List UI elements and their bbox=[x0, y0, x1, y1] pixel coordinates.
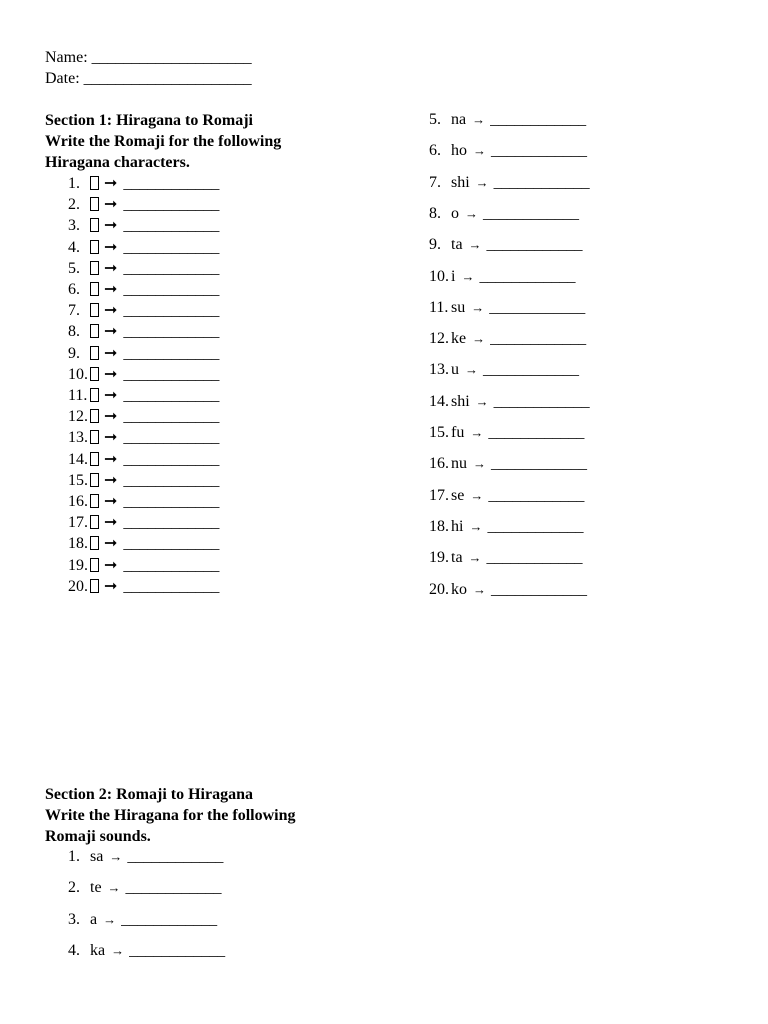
answer-blank[interactable]: ____________ bbox=[123, 323, 220, 341]
arrow-icon: ➞ bbox=[104, 471, 118, 489]
item-number: 2. bbox=[68, 196, 80, 214]
section1-item bbox=[68, 533, 219, 554]
item-number: 8. bbox=[429, 204, 441, 222]
romaji-text: ho bbox=[451, 142, 467, 160]
missing-glyph-box-icon bbox=[90, 261, 99, 275]
item-number: 10. bbox=[429, 267, 449, 285]
section1-item bbox=[68, 555, 219, 576]
arrow-icon: ➞ bbox=[104, 556, 118, 574]
right-item bbox=[429, 391, 590, 412]
right-item bbox=[429, 453, 587, 474]
answer-blank[interactable]: ____________ bbox=[123, 217, 220, 235]
romaji-text: shi bbox=[451, 392, 470, 410]
answer-blank[interactable]: ____________ bbox=[487, 517, 584, 535]
answer-blank[interactable]: ____________ bbox=[123, 302, 220, 320]
arrow-icon: ➞ bbox=[104, 450, 118, 468]
missing-glyph-box-icon bbox=[90, 176, 99, 190]
answer-blank[interactable]: ____________ bbox=[123, 577, 220, 595]
item-number: 13. bbox=[429, 361, 449, 379]
item-number: 20. bbox=[68, 577, 88, 595]
answer-blank[interactable]: ____________ bbox=[123, 259, 220, 277]
arrow-icon: → bbox=[472, 112, 486, 127]
arrow-icon: → bbox=[470, 487, 484, 503]
item-number: 15. bbox=[68, 471, 88, 489]
right-item bbox=[429, 547, 583, 568]
answer-blank[interactable]: ____________ bbox=[121, 910, 218, 928]
arrow-icon: → bbox=[471, 299, 485, 315]
right-item bbox=[429, 328, 586, 349]
section1-item bbox=[68, 427, 219, 448]
item-number: 20. bbox=[429, 580, 449, 598]
section2-item bbox=[68, 909, 217, 930]
arrow-icon: → bbox=[468, 550, 482, 566]
arrow-icon: ➞ bbox=[104, 365, 118, 383]
right-item bbox=[429, 172, 590, 193]
arrow-icon: → bbox=[473, 581, 486, 597]
answer-blank[interactable]: ____________ bbox=[123, 556, 220, 574]
item-number: 1. bbox=[68, 175, 80, 192]
section1-item bbox=[68, 237, 219, 258]
missing-glyph-box-icon bbox=[90, 494, 99, 508]
answer-blank[interactable]: ____________ bbox=[486, 236, 583, 254]
answer-blank[interactable]: ____________ bbox=[493, 173, 590, 191]
item-number: 5. bbox=[429, 111, 441, 128]
romaji-text: u bbox=[451, 361, 459, 379]
arrow-icon: ➞ bbox=[104, 323, 118, 341]
right-item bbox=[429, 516, 583, 537]
missing-glyph-box-icon bbox=[90, 515, 99, 529]
item-number: 19. bbox=[68, 556, 88, 574]
arrow-icon: → bbox=[107, 880, 121, 896]
item-number: 13. bbox=[68, 429, 88, 447]
answer-blank[interactable]: ____________ bbox=[479, 267, 576, 285]
romaji-text: ka bbox=[90, 941, 106, 959]
answer-blank[interactable]: ____________ bbox=[483, 361, 579, 379]
arrow-icon: → bbox=[461, 268, 475, 284]
section2-item bbox=[68, 877, 222, 898]
arrow-icon: → bbox=[473, 143, 486, 159]
arrow-icon: ➞ bbox=[104, 514, 118, 532]
missing-glyph-box-icon bbox=[90, 579, 99, 593]
missing-glyph-box-icon bbox=[90, 282, 99, 296]
romaji-text: fu bbox=[451, 424, 465, 441]
answer-blank[interactable]: ____________ bbox=[123, 238, 220, 256]
arrow-icon: → bbox=[465, 362, 478, 378]
section1-heading bbox=[45, 110, 281, 173]
answer-blank[interactable]: ____________ bbox=[123, 429, 220, 447]
answer-blank[interactable]: ____________ bbox=[493, 392, 590, 410]
item-number: 7. bbox=[68, 302, 80, 320]
answer-blank[interactable]: ____________ bbox=[123, 514, 220, 532]
arrow-icon: ➞ bbox=[104, 238, 118, 256]
section1-item bbox=[68, 364, 219, 385]
answer-blank[interactable]: ____________ bbox=[123, 196, 220, 214]
section1-item bbox=[68, 343, 219, 364]
arrow-icon: ➞ bbox=[104, 259, 118, 277]
answer-blank[interactable]: ____________ bbox=[123, 344, 220, 362]
answer-blank[interactable]: ____________ bbox=[486, 549, 583, 567]
item-number: 6. bbox=[68, 281, 80, 298]
item-number: 8. bbox=[68, 323, 80, 341]
romaji-text: shi bbox=[451, 173, 470, 191]
item-number: 3. bbox=[68, 217, 80, 235]
right-item bbox=[429, 203, 579, 224]
section1-item bbox=[68, 173, 219, 194]
romaji-text: i bbox=[451, 267, 456, 285]
item-number: 1. bbox=[68, 848, 80, 865]
arrow-icon: → bbox=[470, 425, 484, 440]
section2-item bbox=[68, 940, 225, 961]
section1-item bbox=[68, 491, 219, 512]
section1-item bbox=[68, 321, 219, 342]
section1-item bbox=[68, 406, 219, 427]
item-number: 19. bbox=[429, 549, 449, 567]
item-number: 4. bbox=[68, 238, 80, 256]
answer-blank[interactable]: ____________ bbox=[489, 298, 586, 316]
answer-blank[interactable]: ____________ bbox=[123, 175, 220, 192]
answer-blank[interactable]: ____________ bbox=[123, 535, 220, 553]
right-item bbox=[429, 579, 587, 600]
section1-item bbox=[68, 258, 219, 279]
arrow-icon: ➞ bbox=[104, 429, 118, 447]
section1-item bbox=[68, 385, 219, 406]
arrow-icon: ➞ bbox=[104, 302, 118, 320]
answer-blank[interactable]: ____________ bbox=[125, 879, 222, 897]
missing-glyph-box-icon bbox=[90, 452, 99, 466]
right-item bbox=[429, 109, 586, 130]
answer-blank[interactable]: ____________ bbox=[123, 471, 220, 489]
right-item bbox=[429, 422, 584, 443]
romaji-text: a bbox=[90, 910, 98, 928]
item-number: 14. bbox=[429, 392, 449, 410]
arrow-icon: ➞ bbox=[104, 387, 118, 404]
right-item bbox=[429, 140, 587, 161]
missing-glyph-box-icon bbox=[90, 536, 99, 550]
section1-title: Section 1: Hiragana to Romaji bbox=[45, 112, 253, 129]
arrow-icon: ➞ bbox=[104, 175, 118, 192]
item-number: 18. bbox=[429, 517, 449, 535]
section2-item bbox=[68, 846, 223, 867]
arrow-icon: → bbox=[475, 174, 489, 190]
missing-glyph-box-icon bbox=[90, 346, 99, 360]
arrow-icon: ➞ bbox=[104, 577, 118, 595]
missing-glyph-box-icon bbox=[90, 303, 99, 317]
item-number: 10. bbox=[68, 365, 88, 383]
item-number: 11. bbox=[68, 387, 88, 404]
item-number: 2. bbox=[68, 879, 80, 897]
arrow-icon: → bbox=[473, 456, 486, 472]
answer-blank[interactable]: ____________ bbox=[491, 455, 587, 473]
answer-blank[interactable]: ____________ bbox=[490, 330, 587, 348]
missing-glyph-box-icon bbox=[90, 324, 99, 338]
answer-blank[interactable]: ____________ bbox=[129, 941, 226, 959]
item-number: 16. bbox=[429, 455, 449, 473]
section1-item bbox=[68, 576, 219, 597]
answer-blank[interactable]: ____________ bbox=[123, 387, 220, 404]
arrow-icon: ➞ bbox=[104, 217, 118, 235]
arrow-icon: ➞ bbox=[104, 281, 118, 298]
section2-instruction-line1: Write the Hiragana for the following bbox=[45, 807, 296, 824]
arrow-icon: → bbox=[103, 911, 117, 927]
answer-blank[interactable]: ____________ bbox=[491, 580, 587, 598]
missing-glyph-box-icon bbox=[90, 558, 99, 572]
arrow-icon: → bbox=[475, 393, 489, 409]
section1-instruction-line1: Write the Romaji for the following bbox=[45, 133, 282, 150]
section1-item bbox=[68, 512, 219, 533]
romaji-text: ko bbox=[451, 580, 467, 598]
arrow-icon: ➞ bbox=[104, 408, 118, 426]
romaji-text: sa bbox=[90, 848, 104, 865]
answer-blank[interactable]: ____________ bbox=[490, 111, 587, 128]
right-item bbox=[429, 234, 583, 255]
arrow-icon: ➞ bbox=[104, 344, 118, 362]
item-number: 6. bbox=[429, 142, 441, 160]
answer-blank[interactable]: ____________ bbox=[123, 365, 220, 383]
answer-blank[interactable]: ____________ bbox=[127, 848, 224, 865]
arrow-icon: → bbox=[465, 205, 478, 221]
answer-blank[interactable]: ____________ bbox=[123, 281, 220, 298]
arrow-icon: → bbox=[109, 849, 123, 864]
romaji-text: ke bbox=[451, 330, 467, 348]
section2-instruction-line2: Romaji sounds. bbox=[45, 828, 151, 845]
section1-item bbox=[68, 449, 219, 470]
item-number: 16. bbox=[68, 493, 88, 510]
arrow-icon: → bbox=[469, 518, 483, 534]
missing-glyph-box-icon bbox=[90, 218, 99, 232]
arrow-icon: ➞ bbox=[104, 493, 118, 510]
romaji-text: ta bbox=[451, 236, 463, 254]
answer-blank[interactable]: ____________ bbox=[488, 424, 585, 441]
arrow-icon: → bbox=[468, 237, 482, 253]
section1-item bbox=[68, 470, 219, 491]
answer-blank[interactable]: ____________ bbox=[123, 408, 220, 426]
romaji-text: ta bbox=[451, 549, 463, 567]
romaji-text: su bbox=[451, 298, 466, 316]
right-item bbox=[429, 297, 585, 318]
section1-item bbox=[68, 215, 219, 236]
arrow-icon: → bbox=[472, 331, 486, 347]
romaji-text: se bbox=[451, 486, 465, 504]
answer-blank[interactable]: ____________ bbox=[483, 204, 579, 222]
missing-glyph-box-icon bbox=[90, 473, 99, 487]
section1-item bbox=[68, 279, 219, 300]
missing-glyph-box-icon bbox=[90, 197, 99, 211]
missing-glyph-box-icon bbox=[90, 409, 99, 423]
item-number: 18. bbox=[68, 535, 88, 553]
answer-blank[interactable]: ____________ bbox=[488, 486, 585, 504]
item-number: 12. bbox=[429, 330, 449, 348]
answer-blank[interactable]: ____________ bbox=[123, 493, 220, 510]
item-number: 14. bbox=[68, 450, 88, 468]
missing-glyph-box-icon bbox=[90, 240, 99, 254]
missing-glyph-box-icon bbox=[90, 430, 99, 444]
date-field-label: Date: _____________________ bbox=[45, 70, 252, 87]
romaji-text: o bbox=[451, 204, 459, 222]
item-number: 17. bbox=[68, 514, 88, 532]
section1-item bbox=[68, 300, 219, 321]
right-item bbox=[429, 485, 584, 506]
name-field-label: Name: ____________________ bbox=[45, 49, 252, 66]
arrow-icon: → bbox=[111, 942, 125, 958]
romaji-text: na bbox=[451, 111, 467, 128]
item-number: 11. bbox=[429, 298, 449, 316]
item-number: 4. bbox=[68, 941, 80, 959]
right-item bbox=[429, 266, 575, 287]
item-number: 7. bbox=[429, 173, 441, 191]
romaji-text: nu bbox=[451, 455, 467, 473]
section2-heading bbox=[45, 784, 296, 847]
section2-title: Section 2: Romaji to Hiragana bbox=[45, 786, 253, 803]
answer-blank[interactable]: ____________ bbox=[123, 450, 220, 468]
romaji-text: te bbox=[90, 879, 102, 897]
right-item bbox=[429, 359, 579, 380]
item-number: 12. bbox=[68, 408, 88, 426]
arrow-icon: ➞ bbox=[104, 535, 118, 553]
item-number: 5. bbox=[68, 259, 80, 277]
section1-item bbox=[68, 194, 219, 215]
missing-glyph-box-icon bbox=[90, 388, 99, 402]
section1-instruction-line2: Hiragana characters. bbox=[45, 154, 190, 171]
item-number: 9. bbox=[68, 344, 80, 362]
item-number: 9. bbox=[429, 236, 441, 254]
arrow-icon: ➞ bbox=[104, 196, 118, 214]
answer-blank[interactable]: ____________ bbox=[491, 142, 587, 160]
item-number: 3. bbox=[68, 910, 80, 928]
item-number: 17. bbox=[429, 486, 449, 504]
item-number: 15. bbox=[429, 424, 449, 441]
missing-glyph-box-icon bbox=[90, 367, 99, 381]
romaji-text: hi bbox=[451, 517, 464, 535]
